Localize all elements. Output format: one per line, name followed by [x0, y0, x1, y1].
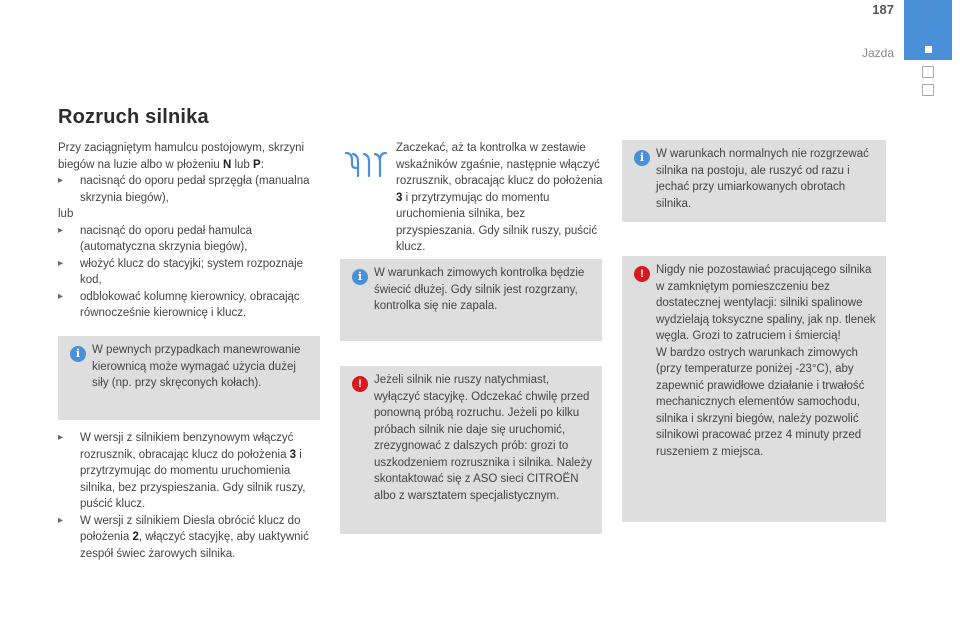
- warning-text: Jeżeli silnik nie ruszy natychmiast, wyłączyć stacyjkę. Odczekać chwilę przed ponowną próbą rozruchu. Jeżeli po kilku próbach silnik nie daje się uruchomić, zrezygnować z dalszych prób: grozi to uszkodzeniem rozrusznika i silnika. Należy skontaktować się z ASO sieci CITROËN albo z warsztatem specjalistycznym.: [374, 374, 592, 502]
- list-item-diesel: ▸ W wersji z silnikiem Diesla obrócić klucz do położenia 2, włączyć stacyjkę, aby uaktywnić zespół świec żarowych silnika.: [58, 513, 320, 563]
- list-item-petrol: ▸ W wersji z silnikiem benzynowym włączyć rozrusznik, obracając klucz do położenia 3 i przytrzymując do momentu uruchomienia silnika, bez przyspieszania. Gdy silnik ruszy, puścić klucz.: [58, 430, 320, 513]
- chapter-tab-outline: [922, 66, 934, 78]
- warning-text: [656, 262, 878, 460]
- glow-plug-icon: [344, 150, 388, 180]
- page-number: 187: [872, 2, 894, 17]
- tab-marker-icon: [925, 46, 932, 53]
- warning-paragraph: W bardzo ostrych warunkach zimowych (przy temperaturze poniżej -23°C), aby zapewnić prawidłowe działanie i trwałość mechanicznych elementów samochodu, silnika i skrzyni biegów, należy pozwolić silnikowi pracować przez 4 minuty przed ruszeniem z miejsca.: [656, 346, 865, 458]
- info-icon: i: [352, 269, 368, 285]
- info-box: [622, 140, 886, 222]
- info-text: W warunkach zimowych kontrolka będzie świecić dłużej. Gdy silnik jest rozgrzany, kontrolka się nie zapala.: [374, 267, 585, 312]
- info-box: [58, 336, 320, 420]
- list-item: ▸ włożyć klucz do stacyjki; system rozpoznaje kod,: [58, 256, 320, 289]
- warning-icon: !: [634, 266, 650, 282]
- info-text: W warunkach normalnych nie rozgrzewać silnika na postoju, ale ruszyć od razu i jechać przy umiarkowanych obrotach silnika.: [656, 148, 869, 210]
- list-item: ▸ odblokować kolumnę kierownicy, obracając równocześnie kierownicę i klucz.: [58, 289, 320, 322]
- warning-box: [622, 256, 886, 522]
- intro-block: [58, 140, 320, 322]
- chapter-tab-active: [904, 0, 952, 60]
- or-label: lub: [58, 208, 74, 220]
- info-icon: i: [70, 346, 86, 362]
- warning-icon: !: [352, 376, 368, 392]
- warning-box: [340, 366, 602, 534]
- glow-plug-instructions: Zaczekać, aż ta kontrolka w zestawie wskaźników zgaśnie, następnie włączyć rozrusznik, obracając klucz do położenia 3 i przytrzymując do momentu uruchomienia silnika, bez przyspieszania. Gdy silnik ruszy, puścić klucz.: [396, 142, 603, 253]
- page-title: Rozruch silnika: [58, 106, 209, 128]
- list-item: ▸ nacisnąć do oporu pedał hamulca (automatyczna skrzynia biegów),: [58, 223, 320, 256]
- warning-paragraph: Nigdy nie pozostawiać pracującego silnika w zamkniętym pomieszczeniu bez dostatecznej wentylacji: silniki spalinowe wydzielają toksyczne spaliny, jak np. tlenek węgla. Grozi to zatruciem i śmiercią!: [656, 264, 876, 342]
- section-name: Jazda: [861, 46, 894, 60]
- info-icon: i: [634, 150, 650, 166]
- chapter-tab-outline: [922, 84, 934, 96]
- info-box: [340, 259, 602, 341]
- info-text: W pewnych przypadkach manewrowanie kierownicą może wymagać użycia dużej siły (np. przy skręconych kołach).: [92, 344, 301, 389]
- engine-variants: [58, 430, 320, 562]
- intro-paragraph: Przy zaciągniętym hamulcu postojowym, skrzyni biegów na luzie albo w płożeniu N lub P:: [58, 142, 305, 171]
- list-item: ▸ nacisnąć do oporu pedał sprzęgła (manualna skrzynia biegów),: [58, 173, 320, 206]
